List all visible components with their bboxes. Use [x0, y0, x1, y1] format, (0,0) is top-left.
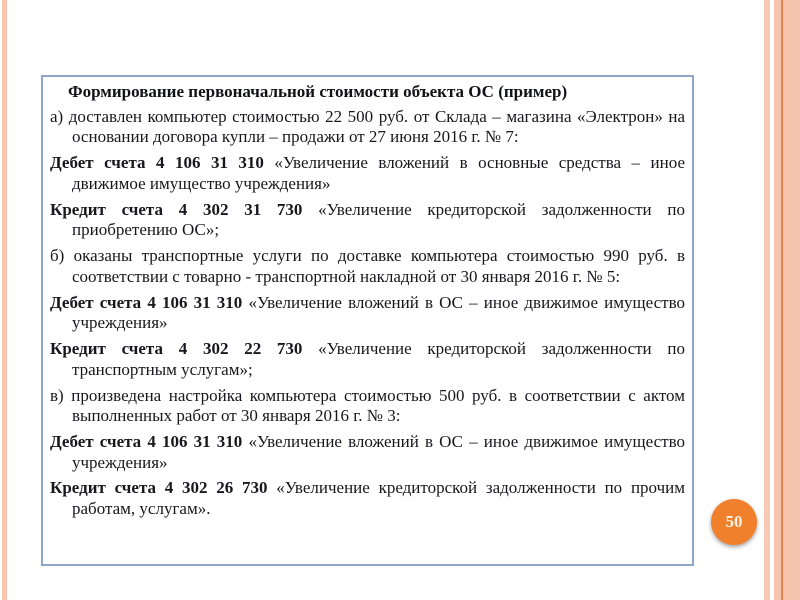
slide-paragraph [50, 478, 685, 519]
left-accent-bar [2, 0, 7, 600]
account-entry-lead: Дебет счета 4 106 31 310 [50, 432, 243, 452]
right-wide-accent-bar [774, 0, 800, 600]
account-entry-lead: Кредит счета 4 302 26 730 [50, 478, 268, 498]
account-entry-lead: Кредит счета 4 302 31 730 [50, 199, 303, 219]
paragraph-text: в) произведена настройка компьютера стоимостью 500 руб. в соответствии с актом выполненных работ от 30 января 2016 г. № 3: [50, 385, 685, 426]
account-entry-lead: Кредит счета 4 302 22 730 [50, 339, 303, 359]
slide-paragraph [50, 432, 685, 473]
paragraph-text: «Увеличение вложений в основные средства – иное движимое имущество учреждения» [72, 153, 685, 193]
page-number-badge [711, 499, 757, 545]
slide-paragraph [50, 246, 685, 287]
paragraph-text: «Увеличение кредиторской задолженности по приобретению ОС»; [72, 199, 685, 240]
paragraph-text: «Увеличение вложений в ОС – иное движимое имущество учреждения» [72, 432, 685, 472]
right-thin-accent-bar [764, 0, 770, 600]
paragraph-text: «Увеличение вложений в ОС – иное движимое имущество учреждения» [72, 292, 685, 333]
slide-paragraph [50, 386, 685, 427]
slide-paragraph [50, 200, 685, 241]
account-entry-lead: Дебет счета 4 106 31 310 [50, 153, 264, 173]
paragraph-text: «Увеличение кредиторской задолженности по прочим работам, услугам». [72, 478, 686, 519]
paragraph-list [50, 107, 685, 520]
slide-paragraph [50, 293, 685, 334]
paragraph-text: б) оказаны транспортные услуги по доставке компьютера стоимостью 990 руб. в соответствии с товарно - транспортной накладной от 30 января 2016 г. № 5: [50, 246, 685, 286]
slide-paragraph [50, 153, 685, 194]
page-number: 50 [725, 512, 743, 531]
account-entry-lead: Дебет счета 4 106 31 310 [50, 292, 243, 312]
slide-title: Формирование первоначальной стоимости объекта ОС (пример) [68, 82, 568, 101]
paragraph-text: а) доставлен компьютер стоимостью 22 500 руб. от Склада – магазина «Электрон» на основании договора купли – продажи от 27 июня 2016 г. № 7: [50, 106, 685, 147]
right-accent-line [781, 0, 783, 600]
slide-paragraph [50, 107, 685, 148]
content-box [41, 75, 694, 566]
slide-paragraph [50, 339, 685, 380]
paragraph-text: «Увеличение кредиторской задолженности по транспортным услугам»; [72, 339, 685, 379]
